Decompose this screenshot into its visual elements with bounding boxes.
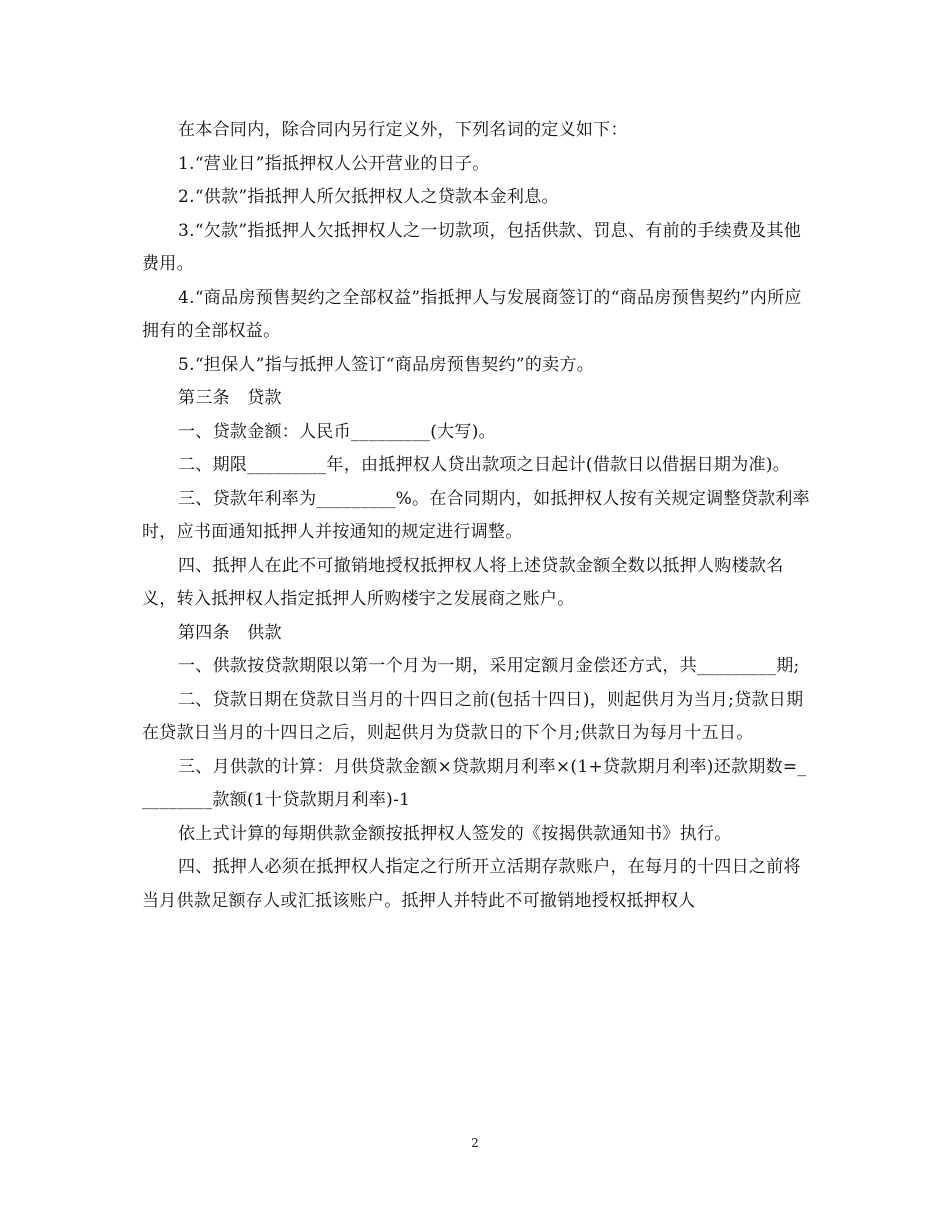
loan-amount-clause: 一、贷款金额：人民币_________(大写)。 [178,421,496,442]
payment-notice-clause: 依上式计算的每期供款金额按抵押权人签发的《按揭供款通知书》执行。 [178,823,732,844]
definition-presale-rights: 4.“商品房预售契约之全部权益”指抵押人与发展商签订的“商品房预售契约”内所应拥有的全部权益。 [142,287,802,341]
installment-period-clause: 一、供款按贷款期限以第一个月为一期，采用定额月金偿还方式，共_________期; [178,656,800,676]
deposit-account-clause: 四、抵押人必须在抵押权人指定之行所开立活期存款账户，在每月的十四日之前将当月供款足额存人或汇抵该账户。抵押人并特此不可撤销地授权抵押权人 [142,857,801,911]
definition-guarantor: 5.“担保人”指与抵押人签订“商品房预售契约”的卖方。 [178,354,595,375]
document-body [142,114,810,918]
authorization-clause: 四、抵押人在此不可撤销地授权抵押权人将上述贷款金额全数以抵押人购楼款名义，转入抵押权人指定抵押人所购楼宇之发展商之账户。 [142,555,784,609]
article-3-heading: 第三条 贷款 [178,388,282,408]
interest-rate-clause: 三、贷款年利率为_________%。在合同期内，如抵押权人按有关规定调整贷款利率时，应书面通知抵押人并按通知的规定进行调整。 [142,488,810,542]
intro-paragraph: 在本合同内，除合同内另行定义外，下列名词的定义如下： [178,120,628,140]
definition-business-day: 1.“营业日”指抵押权人公开营业的日子。 [178,153,490,174]
repayment-start-clause: 二、贷款日期在贷款日当月的十四日之前(包括十四日)，则起供月为当月;贷款日期在贷款日当月的十四日之后，则起供月为贷款日的下个月;供款日为每月十五日。 [142,689,804,743]
definition-arrears: 3.“欠款”指抵押人欠抵押权人之一切款项，包括供款、罚息、有前的手续费及其他费用。 [142,220,801,274]
page-number: 2 [471,1136,479,1150]
monthly-payment-formula: 三、月供款的计算：月供贷款金额×贷款期月利率×(1+贷款期月利率)还款期数=_________款额(1十贷款期月利率)-1 [142,756,807,810]
loan-term-clause: 二、期限_________年，由抵押权人贷出款项之日起计(借款日以借据日期为准)。 [178,455,791,475]
definition-installment: 2.“供款”指抵押人所欠抵押权人之贷款本金利息。 [178,187,559,207]
article-4-heading: 第四条 供款 [178,622,282,643]
